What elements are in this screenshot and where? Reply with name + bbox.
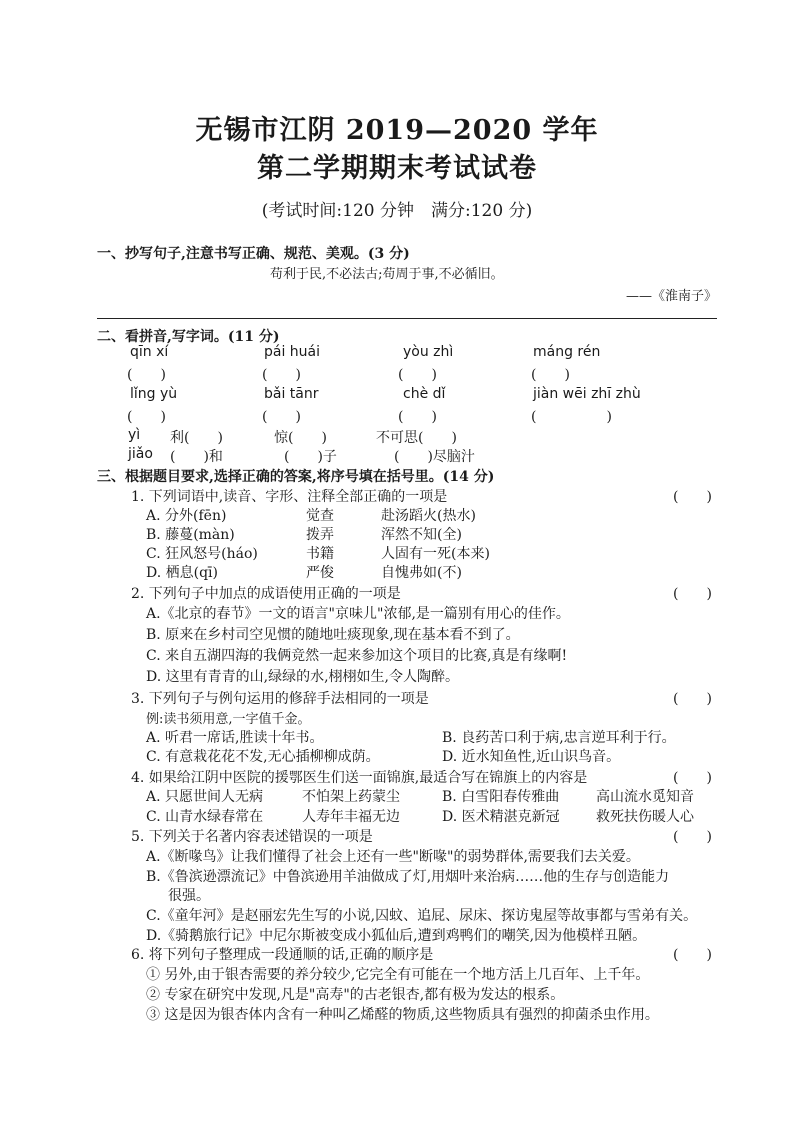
q4-option: B. 白雪阳春传雅曲 [442,789,560,805]
exam-title-line2: 第二学期期末考试试卷 [257,153,537,184]
q2-option: D. 这里有青青的山,绿绿的水,栩栩如生,令人陶醉。 [146,669,459,685]
fill-item[interactable]: 不可思( ) [376,430,457,446]
fill-item[interactable]: ( )尽脑汁 [394,449,475,465]
q5-option-cont: 很强。 [168,888,210,904]
pinyin-item: máng rén [533,344,601,360]
fill-item[interactable]: ( )和 [170,449,223,465]
q5-option: B.《鲁滨逊漂流记》中鲁滨逊用羊油做成了灯,用烟叶来治病……他的生存与创造能力 [146,869,670,885]
q2-option: B. 原来在乡村司空见惯的随地吐痰现象,现在基本看不到了。 [146,627,520,643]
fill-item[interactable]: 惊( ) [274,430,327,446]
writing-line[interactable] [97,318,717,319]
pinyin-item: jiàn wēi zhī zhù [533,386,641,402]
q1-option: B. 藤蔓(màn) [146,527,235,543]
q6-item: ② 专家在研究中发现,凡是"高寿"的古老银杏,都有极为发达的根系。 [146,987,565,1003]
q2-answer-box[interactable]: ( ) [673,586,712,602]
answer-box[interactable]: ( ) [398,367,437,383]
pinyin-item: bǎi tānr [264,386,319,402]
q4-option: A. 只愿世间人无病 [146,789,264,805]
pinyin-item: pái huái [264,344,321,360]
pinyin-item: qīn xí [130,344,169,360]
q3-example: 例:读书须用意,一字值千金。 [146,712,311,727]
q4-option: D. 医术精湛克新冠 [442,809,560,825]
fill-item[interactable]: ( )子 [284,449,337,465]
q3-option: D. 近水知鱼性,近山识鸟音。 [442,749,621,765]
q1-option: 浑然不知(全) [381,527,462,543]
q4-option: C. 山青水绿春常在 [146,809,264,825]
q1-option: 赴汤蹈火(热水) [381,508,476,524]
section1-heading: 一、抄写句子,注意书写正确、规范、美观。(3 分) [97,246,410,262]
q3-option: B. 良药苦口利于病,忠言逆耳利于行。 [442,730,676,746]
answer-box[interactable]: ( ) [127,409,166,425]
answer-box[interactable]: ( ) [398,409,437,425]
q3-answer-box[interactable]: ( ) [673,691,712,707]
q4-stem: 4. 如果给江阴中医院的援鄂医生们送一面锦旗,最适合写在锦旗上的内容是 [131,770,588,786]
pinyin-item: lǐng yù [130,386,178,402]
q6-answer-box[interactable]: ( ) [673,947,712,963]
answer-box[interactable]: ( ) [262,409,301,425]
q6-item: ① 另外,由于银杏需要的养分较少,它完全有可能在一个地方活上几百年、上千年。 [146,967,650,983]
q2-option: C. 来自五湖四海的我俩竞然一起来参加这个项目的比赛,真是有缘啊! [146,648,568,664]
q1-option: 严俊 [306,565,334,581]
q4-option: 高山流水觅知音 [596,789,694,805]
exam-title-line1: 无锡市江阴 2019—2020 学年 [195,115,599,146]
q6-stem: 6. 将下列句子整理成一段通顺的话,正确的顺序是 [131,947,434,963]
q3-option: A. 听君一席话,胜读十年书。 [146,730,324,746]
q1-option: D. 栖息(qī) [146,565,218,581]
q1-option: C. 狂风怒号(háo) [146,546,258,562]
q1-option: 觉查 [306,508,334,524]
q5-option: C.《童年河》是赵丽宏先生写的小说,囚蚊、追屁、尿床、探访鬼屋等故事都与雪弟有关。 [146,908,698,924]
q3-stem: 3. 下列句子与例句运用的修辞手法相同的一项是 [131,691,429,707]
pinyin-yi: yì [128,427,141,443]
pinyin-jiao: jiǎo [128,446,153,462]
answer-box[interactable]: ( ) [531,367,570,383]
q5-option: D.《骑鹅旅行记》中尼尔斯被变成小狐仙后,遭到鸡鸭们的嘲笑,因为他模样丑陋。 [146,928,647,944]
q4-answer-box[interactable]: ( ) [673,770,712,786]
q5-stem: 5. 下列关于名著内容表述错误的一项是 [131,829,373,845]
q6-item: ③ 这是因为银杏体内含有一种叫乙烯醛的物质,这些物质具有强烈的抑菌杀虫作用。 [146,1007,659,1023]
section3-heading: 三、根据题目要求,选择正确的答案,将序号填在括号里。(14 分) [97,469,495,485]
fill-item[interactable]: 利( ) [170,430,223,446]
q2-option: A.《北京的春节》一文的语言"京味儿"浓郁,是一篇别有用心的佳作。 [146,606,570,622]
section1-quote: 苟利于民,不必法古;苟周于事,不必循旧。 [270,267,504,282]
exam-info: (考试时间:120 分钟 满分:120 分) [261,201,533,221]
q1-option: A. 分外(fēn) [146,508,227,524]
q1-option: 书籍 [306,546,334,562]
q2-stem: 2. 下列句子中加点的成语使用正确的一项是 [131,586,401,602]
q1-option: 人固有一死(本来) [381,546,490,562]
answer-box[interactable]: ( ) [531,409,612,425]
q3-option: C. 有意栽花花不发,无心插柳柳成荫。 [146,749,380,765]
answer-box[interactable]: ( ) [262,367,301,383]
section2-heading: 二、看拼音,写字词。(11 分) [97,329,280,345]
q1-answer-box[interactable]: ( ) [673,489,712,505]
answer-box[interactable]: ( ) [127,367,166,383]
q4-option: 人寿年丰福无边 [302,809,400,825]
q5-answer-box[interactable]: ( ) [673,829,712,845]
q1-option: 拨弄 [306,527,334,543]
pinyin-item: yòu zhì [403,344,454,360]
q1-option: 自愧弗如(不) [381,565,462,581]
pinyin-item: chè dǐ [403,386,446,402]
q4-option: 不怕架上药蒙尘 [302,789,400,805]
q1-stem: 1. 下列词语中,读音、字形、注释全部正确的一项是 [131,489,448,505]
q4-option: 救死扶伤暖人心 [596,809,694,825]
section1-source: ——《淮南子》 [626,289,718,304]
q5-option: A.《断喙鸟》让我们懂得了社会上还有一些"断喙"的弱势群体,需要我们去关爱。 [146,849,640,865]
